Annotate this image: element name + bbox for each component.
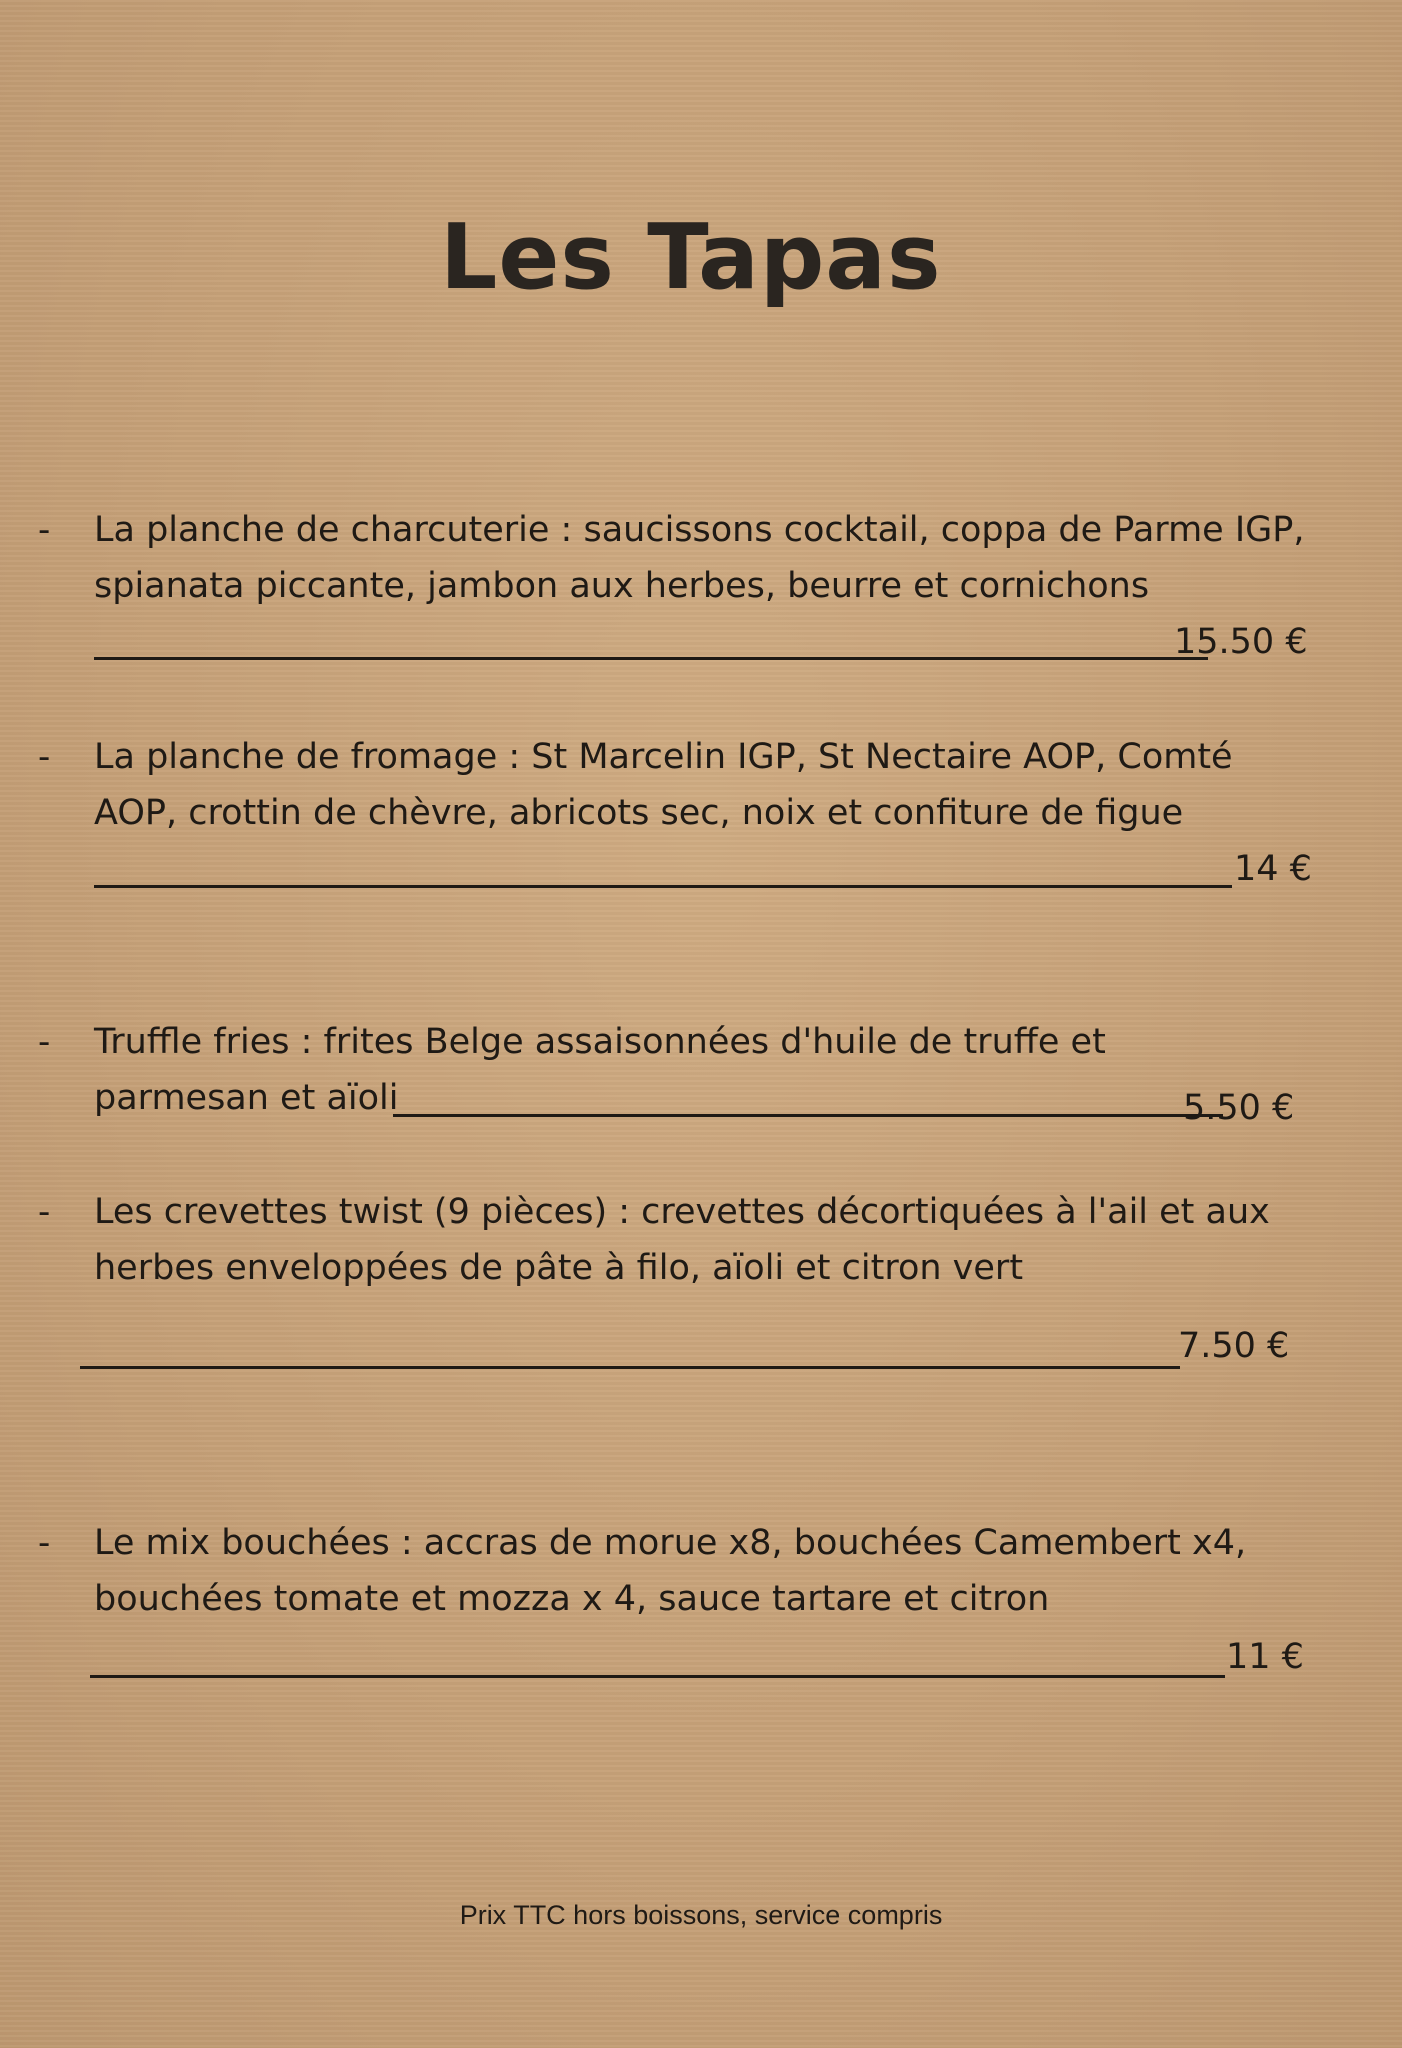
item-description: La planche de fromage : St Marcelin IGP, St Nectaire AOP, Comté AOP, crottin de chèvre, abricots sec, noix et confiture de figue: [94, 737, 1233, 833]
item-price: 14 €: [1234, 849, 1312, 889]
price-leader-line: [94, 885, 1232, 888]
item-bullet: -: [38, 510, 51, 550]
menu-item: [38, 502, 1328, 672]
item-price: 7.50 €: [1178, 1326, 1290, 1366]
price-leader-line: [393, 1114, 1223, 1117]
footer-note: Prix TTC hors boissons, service compris: [459, 1900, 943, 1930]
item-bullet: -: [38, 1192, 51, 1232]
item-price: 11 €: [1226, 1637, 1304, 1677]
menu-item: [38, 729, 1328, 899]
item-price: 5.50 €: [1183, 1088, 1295, 1128]
item-bullet: -: [38, 1022, 51, 1062]
page-title: Les Tapas: [440, 205, 942, 310]
price-leader-line: [94, 657, 1208, 660]
menu-item: [38, 1184, 1328, 1374]
item-bullet: -: [38, 737, 51, 777]
item-description: Les crevettes twist (9 pièces) : crevettes décortiquées à l'ail et aux herbes enveloppées de pâte à filo, aïoli et citron vert: [94, 1192, 1270, 1288]
item-description: La planche de charcuterie : saucissons cocktail, coppa de Parme IGP, spianata piccante, jambon aux herbes, beurre et cornichons: [94, 510, 1305, 606]
price-leader-line: [90, 1675, 1225, 1678]
item-price: 15.50 €: [1174, 622, 1308, 662]
menu-item: [38, 1515, 1328, 1685]
item-bullet: -: [38, 1523, 51, 1563]
item-description: Truffle fries : frites Belge assaisonnées d'huile de truffe et parmesan et aïoli: [94, 1022, 1106, 1118]
price-leader-line: [80, 1366, 1180, 1369]
item-description: Le mix bouchées : accras de morue x8, bouchées Camembert x4, bouchées tomate et mozza x 4, sauce tartare et citron: [94, 1523, 1247, 1619]
menu-item: [38, 1014, 1328, 1144]
